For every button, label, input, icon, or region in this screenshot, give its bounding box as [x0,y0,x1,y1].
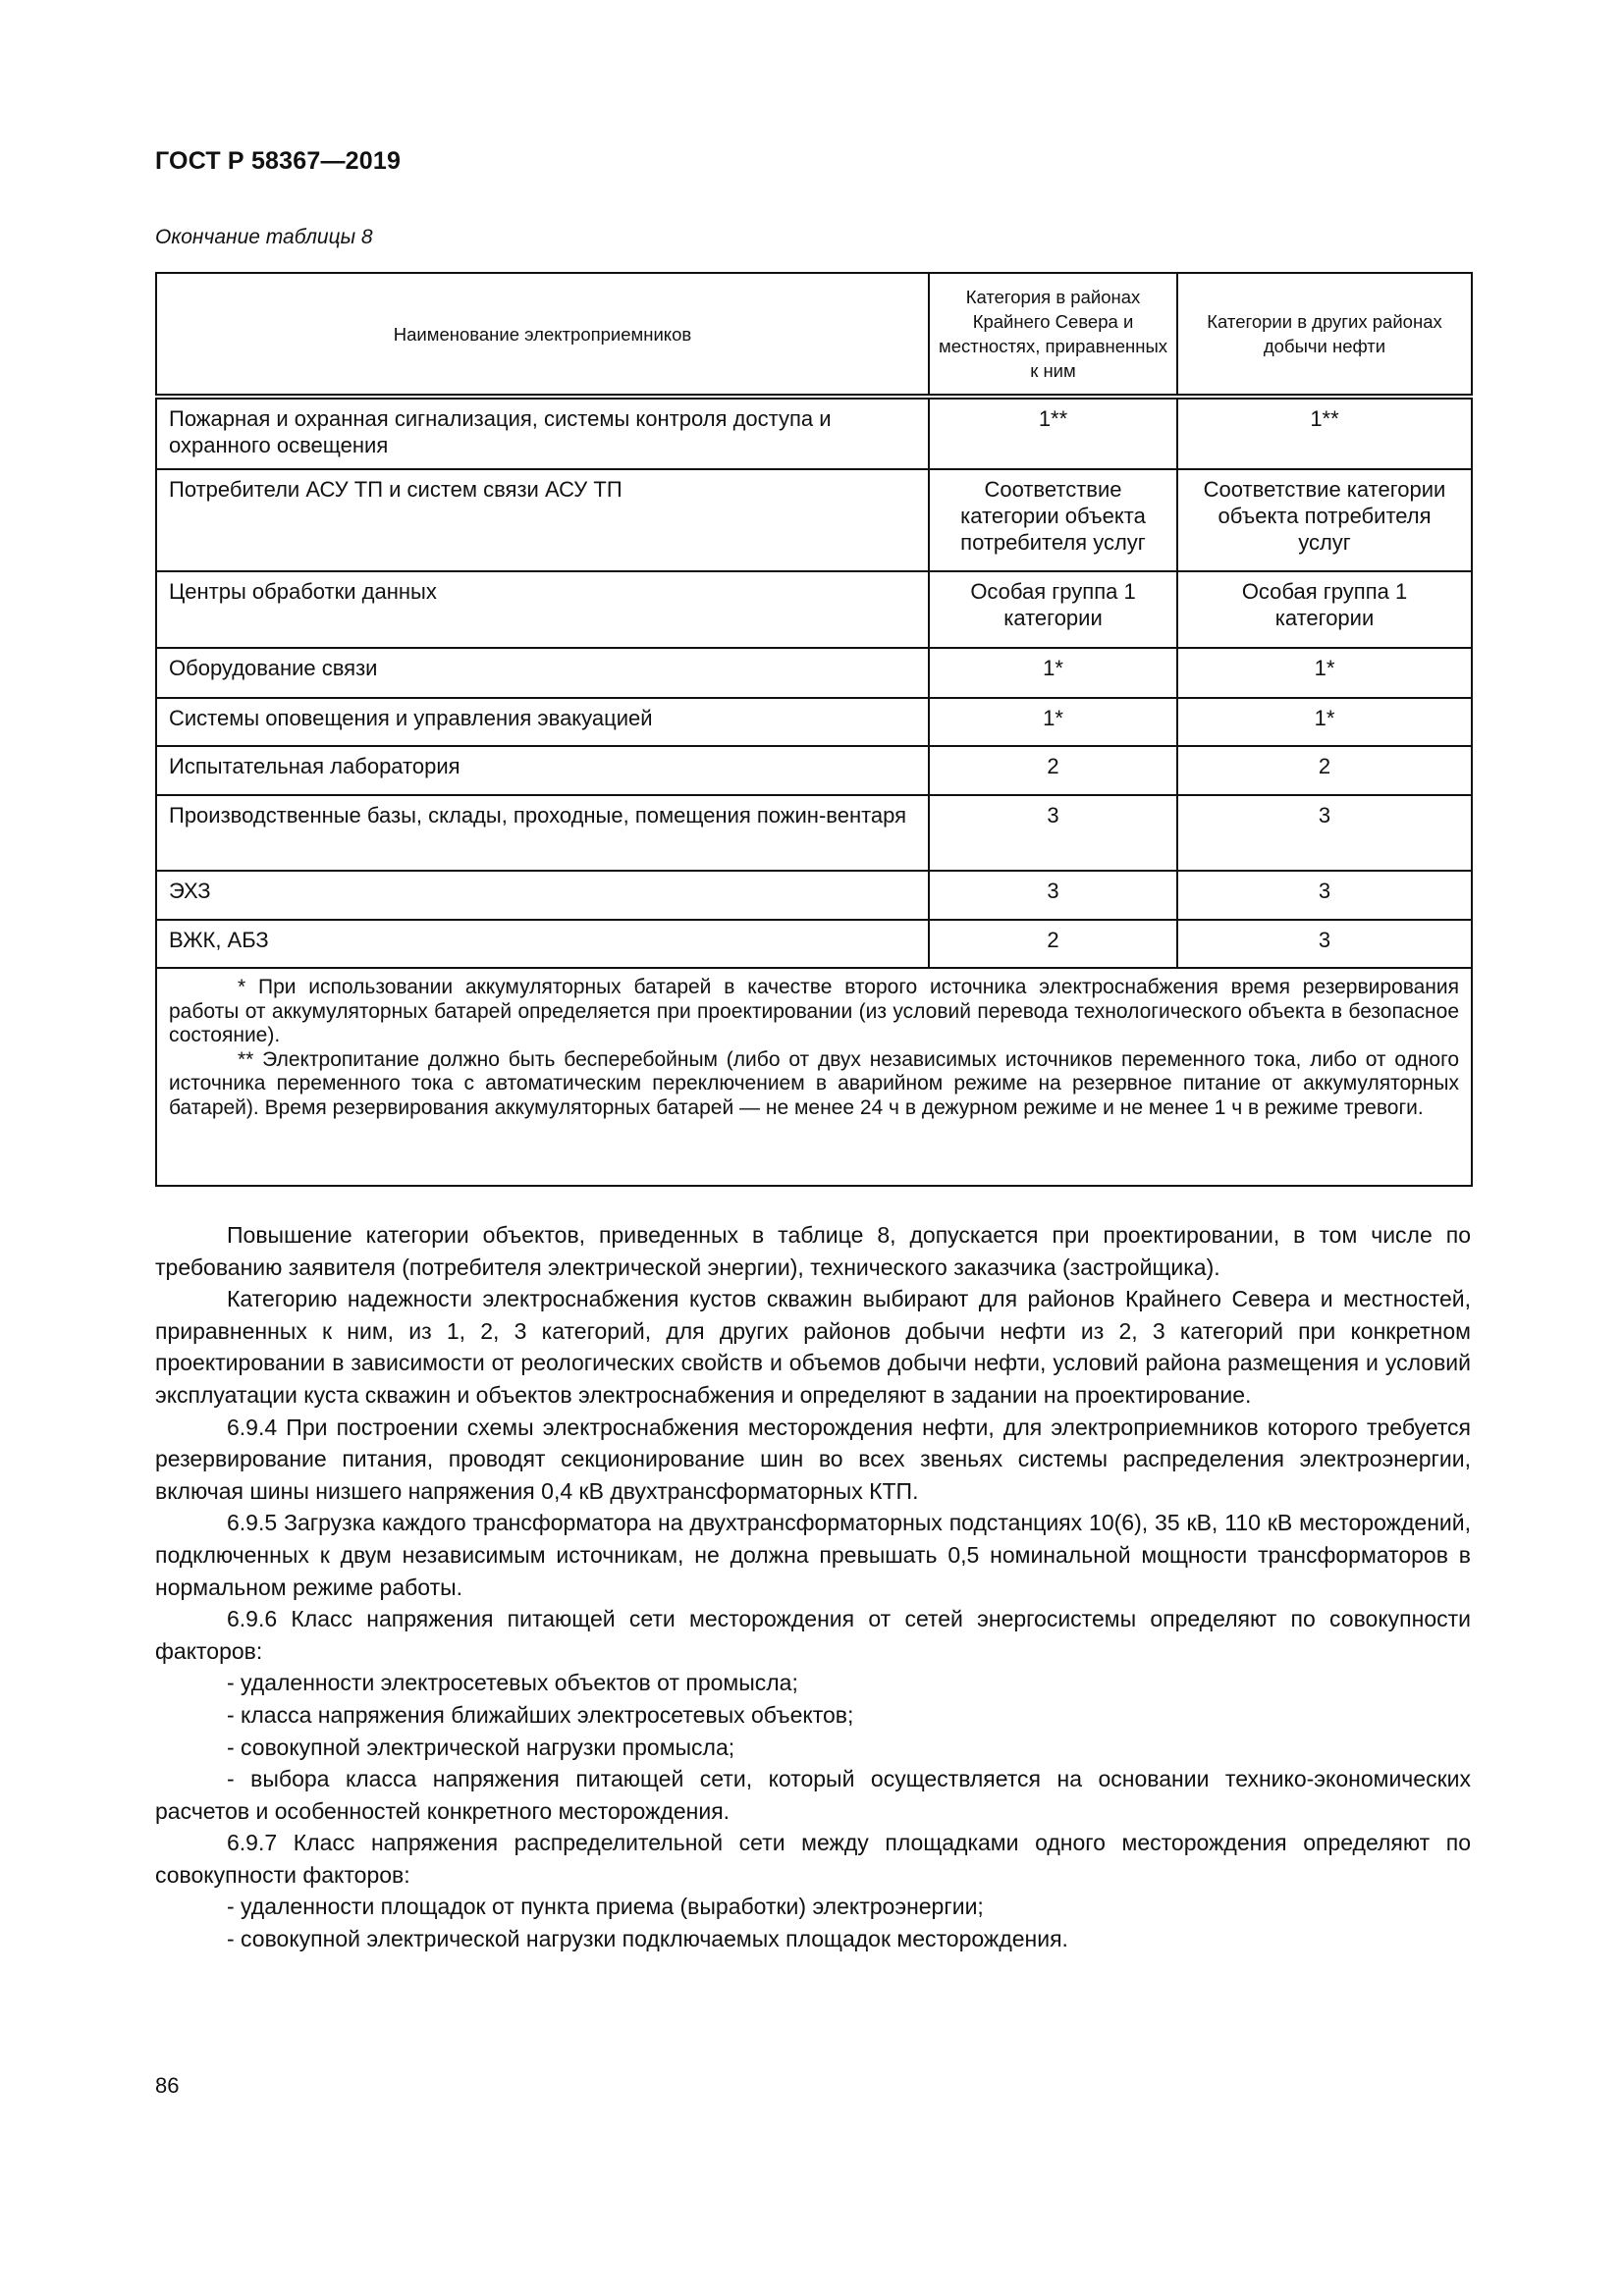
footnote-single-asterisk: * При использовании аккумуляторных батарей в качестве второго источника электроснабжения время резервирования работы от аккумуляторных батарей определяется при проектировании (из условий перевода технологического объекта в безопасное состояние). [169,976,1459,1046]
row-name: Производственные базы, склады, проходные, помещения пожин-вентаря [156,795,929,871]
row-north-value: Соответствие категории объекта потребителя услуг [929,469,1177,571]
list-item: - удаленности электросетевых объектов от промысла; [227,1670,798,1696]
table-footnotes [156,968,1472,1186]
row-other-value: 1* [1177,648,1472,698]
table-row [156,397,1472,469]
column-header-other-text: Категории в других районах добычи нефти [1207,311,1442,356]
table-row [156,571,1472,648]
column-header-north [929,273,1177,397]
row-name: ВЖК, АБЗ [156,920,929,968]
paragraph-6-9-7: 6.9.7 Класс напряжения распределительной сети между площадками одного месторождения определяют по совокупности факторов: [155,1830,1471,1888]
table-row [156,746,1472,795]
row-name: Потребители АСУ ТП и систем связи АСУ ТП [156,469,929,571]
column-header-name: Наименование электроприемников [156,273,929,397]
row-other-value: 3 [1177,871,1472,920]
paragraph: Повышение категории объектов, приведенных в таблице 8, допускается при проектировании, в том числе по требованию заявителя (потребителя электрической энергии), технического заказчика (застройщика). [155,1222,1471,1280]
list-item: - совокупной электрической нагрузки промысла; [227,1734,735,1760]
row-north-value: 2 [929,746,1177,795]
row-north-value: 1** [929,397,1177,469]
row-north-value: Особая группа 1 категории [929,571,1177,648]
list-item: - выбора класса напряжения питающей сети, который осуществляется на основании технико-экономических расчетов и особенностей конкретного месторождения. [155,1766,1471,1824]
table-caption: Окончание таблицы 8 [155,226,373,248]
paragraph-6-9-6: 6.9.6 Класс напряжения питающей сети месторождения от сетей энергосистемы определяют по совокупности факторов: [155,1606,1471,1664]
list-item: - удаленности площадок от пункта приема (выработки) электроэнергии; [227,1894,984,1920]
page-number: 86 [155,2073,180,2098]
category-table [155,272,1473,1187]
row-name: ЭХЗ [156,871,929,920]
paragraph: Категорию надежности электроснабжения кустов скважин выбирают для районов Крайнего Севера и местностей, приравненных к ним, из 1, 2, 3 категорий, для других районов добычи нефти из 2, 3 категорий при конкретном проектировании в зависимости от реологических свойств и объемов добычи нефти, условий района размещения и условий эксплуатации куста скважин и объектов электроснабжения и определяют в задании на проектирование. [155,1286,1471,1408]
row-north-value: 3 [929,795,1177,871]
footnote-double-asterisk: ** Электропитание должно быть бесперебойным (либо от двух независимых источников переменного тока, либо от одного источника переменного тока с автоматическим переключением в аварийном режиме на резервное питание от аккумуляторных батарей). Время резервирования аккумуляторных батарей — не менее 24 ч в дежурном режиме и не менее 1 ч в режиме тревоги. [169,1047,1459,1119]
row-name: Испытательная лаборатория [156,746,929,795]
table-row [156,648,1472,698]
body-text [155,1219,1471,1955]
row-other-value: 1** [1177,397,1472,469]
row-north-value: 3 [929,871,1177,920]
row-other-value: Соответствие категории объекта потребителя услуг [1177,469,1472,571]
row-north-value: 2 [929,920,1177,968]
document-title: ГОСТ Р 58367—2019 [155,147,402,175]
row-other-value: 3 [1177,795,1472,871]
list-item: - класса напряжения ближайших электросетевых объектов; [227,1701,854,1728]
row-north-value: 1* [929,698,1177,746]
row-name: Пожарная и охранная сигнализация, системы контроля доступа и охранного освещения [156,397,929,469]
table-header-row [156,273,1472,397]
row-name: Оборудование связи [156,648,929,698]
table-row [156,698,1472,746]
row-other-value: 2 [1177,746,1472,795]
row-other-value: 1* [1177,698,1472,746]
table-row [156,871,1472,920]
table-row [156,920,1472,968]
paragraph-6-9-4: 6.9.4 При построении схемы электроснабжения месторождения нефти, для электроприемников которого требуется резервирование питания, проводят секционирование шин во всех звеньях системы распределения электроэнергии, включая шины низшего напряжения 0,4 кВ двухтрансформаторных КТП. [155,1414,1471,1504]
column-header-north-text: Категория в районах Крайнего Севера и местностях, приравненных к ним [938,287,1168,381]
table-row [156,795,1472,871]
table-footnotes-row [156,968,1472,1186]
row-north-value: 1* [929,648,1177,698]
list-item: - совокупной электрической нагрузки подключаемых площадок месторождения. [227,1926,1068,1952]
row-name: Центры обработки данных [156,571,929,648]
column-header-other [1177,273,1472,397]
table-row [156,469,1472,571]
row-other-value: Особая группа 1 категории [1177,571,1472,648]
row-other-value: 3 [1177,920,1472,968]
paragraph-6-9-5: 6.9.5 Загрузка каждого трансформатора на двухтрансформаторных подстанциях 10(6), 35 кВ, 110 кВ месторождений, подключенных к двум независимым источникам, не должна превышать 0,5 номинальной мощности трансформаторов в нормальном режиме работы. [155,1510,1471,1600]
row-name: Системы оповещения и управления эвакуацией [156,698,929,746]
